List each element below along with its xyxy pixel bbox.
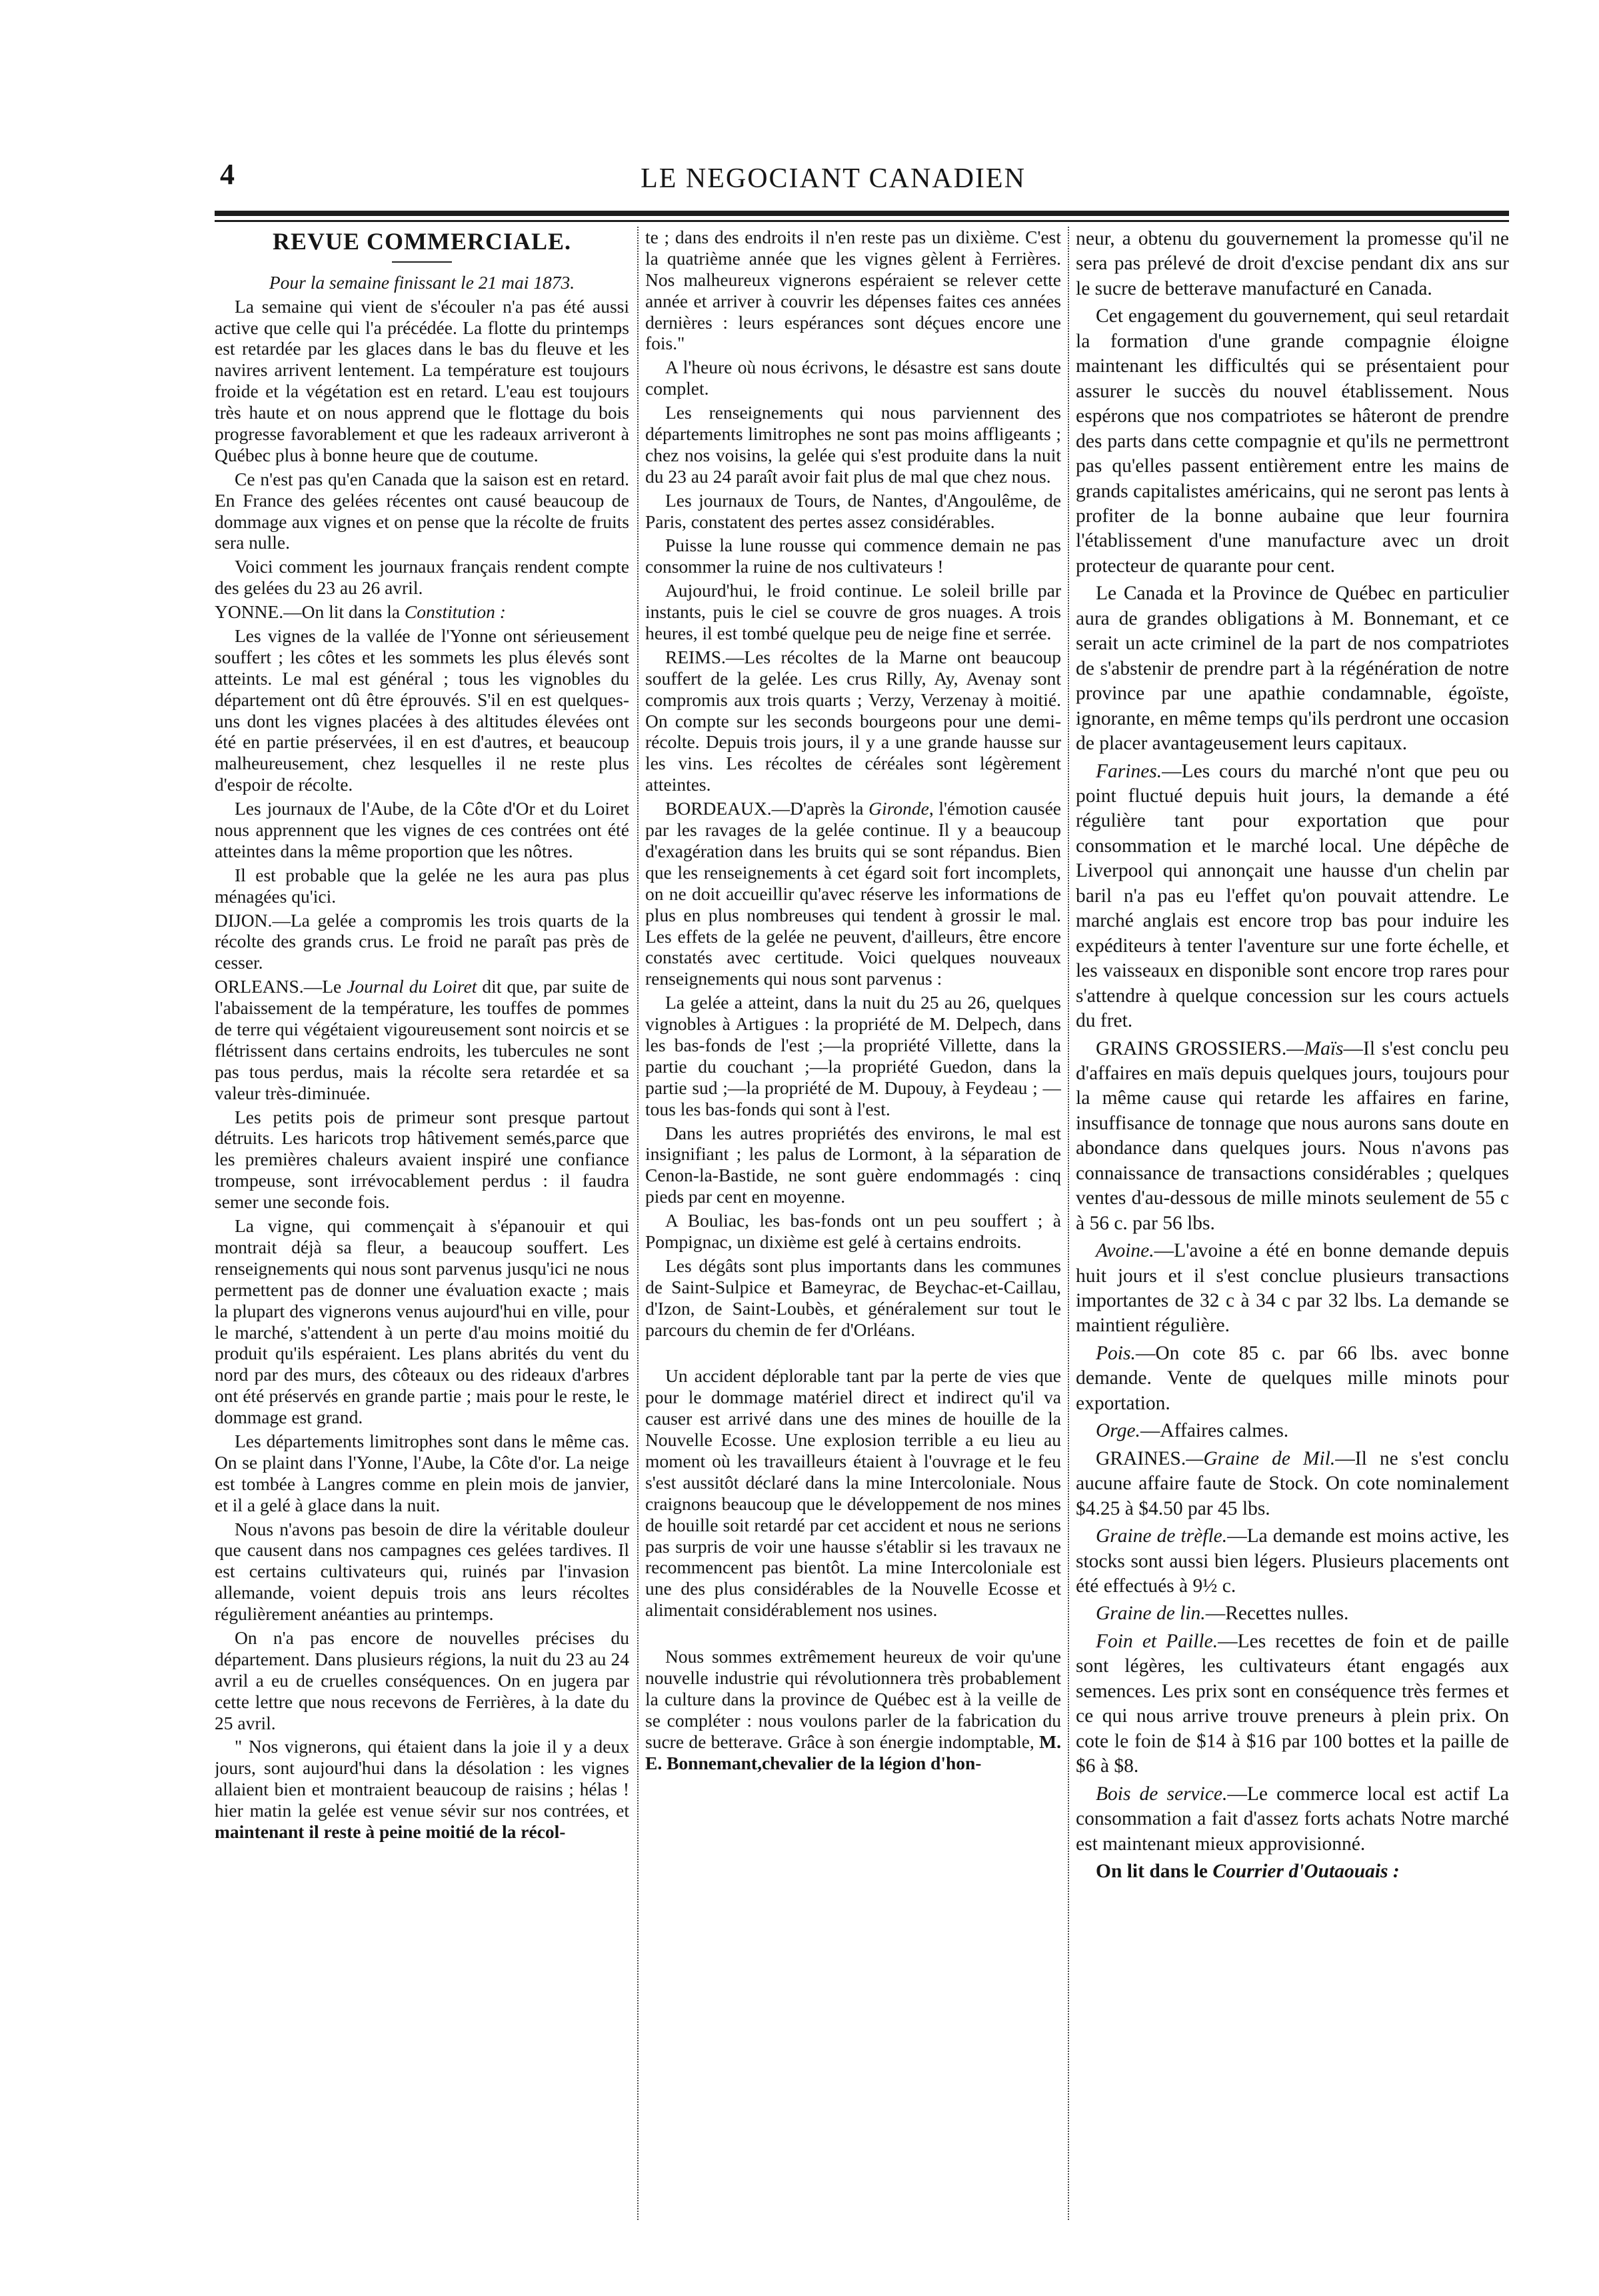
- market-label: Avoine.: [1096, 1240, 1154, 1262]
- paragraph: Les journaux de l'Aube, de la Côte d'Or et du Loiret nous apprennent que les vignes de ces contrées ont été atteintes dans la même proportion que les nôtres.: [215, 798, 629, 861]
- paragraph-text: M. E. Bonnemant,chevalier de la légion d'hon-: [645, 1731, 1061, 1773]
- column-2: [645, 227, 1061, 2220]
- paragraph-text: —Le commerce local est actif La consommation a fait d'assez forts achats Notre marché est maintenant mieux approvisionné.: [1076, 1783, 1509, 1855]
- paragraph: [1076, 759, 1509, 1034]
- dateline-label: REIMS.: [665, 646, 726, 667]
- dateline: Pour la semaine finissant le 21 mai 1873.: [269, 271, 575, 293]
- paragraph: [1076, 1239, 1509, 1339]
- masthead: LE NEGOCIANT CANADIEN: [641, 163, 1026, 194]
- paragraph: [1076, 1524, 1509, 1599]
- paragraph-text: maintenant il reste à peine moitié de la récol-: [215, 1821, 566, 1842]
- paragraph: [1076, 1601, 1509, 1626]
- dateline-label: YONNE.: [215, 601, 284, 623]
- market-label: Pois.: [1096, 1342, 1136, 1364]
- paragraph: Dans les autres propriétés des environs, le mal est insignifiant ; les palus de Lormont, à la séparation de Cenon-la-Bastide, ne sont guère endommagés : cinq pieds par cent en moyenne.: [645, 1122, 1061, 1207]
- paragraph: Nous n'avons pas besoin de dire la véritable douleur que causent dans nos campagnes ces gelées tardives. Il est certains cultivateurs qui, ruinés par l'invasion allemande, voient depuis trois ans leurs récoltes régulièrement anéanties au printemps.: [215, 1518, 629, 1625]
- paragraph: Un accident déplorable tant par la perte de vies que pour le dommage matériel direct et indirect qu'il va causer est arrivé dans une des mines de houille de la Nouvelle Ecosse. Une explosion terrible a eu lieu au moment où les travailleurs étaient à l'ouvrage et le feu s'est aussitôt déclaré dans la mine Intercoloniale. Nous craignons beaucoup que le développement de nos mines de houille soit retardé par cet accident et nous ne serions pas surpris de voir une hausse s'établir si les travaux ne recommencent pas bientôt. La mine Intercoloniale est une des plus considérables de la Nouvelle Ecosse et alimentait considérablement nos usines.: [645, 1365, 1061, 1621]
- market-sublabel: —Graine de Mil.: [1186, 1447, 1336, 1469]
- paragraph-text: —Les recettes de foin et de paille sont légères, les cultivateurs étant engagés aux semences. Les prix sont en conséquence très fermes et ce qui nous arrive trouve preneurs à plein prix. On cote le foin de $14 à $16 par 100 bottes et la paille de $6 à $8.: [1076, 1630, 1509, 1777]
- market-label: Graine de lin.: [1096, 1603, 1206, 1625]
- paragraph-text: —Les cours du marché n'ont que peu ou point fluctué depuis huit jours, la demande a été régulière tant pour exportation que pour consommation et le marché local. Une dépêche de Liverpool qui annonçait une hausse d'un chelin par baril n'a pas eu l'effet qu'on pouvait attendre. Le marché anglais est encore trop bas pour induire les expéditeurs à tenter l'aventure sur une forte échelle, et les vaisseaux en disponible sont encore trop rares pour s'attendre à quelque concession sur les cours actuels du fret.: [1076, 760, 1509, 1032]
- source-title: Courrier d'Outaouais :: [1212, 1861, 1400, 1882]
- paragraph: [215, 910, 629, 974]
- paragraph-text: —L'avoine a été en bonne demande depuis huit jours et il s'est conclue plusieurs transactions importantes de 32 c à 34 c par 32 lbs. La demande se maintient régulière.: [1076, 1240, 1509, 1337]
- paragraph: te ; dans des endroits il n'en reste pas un dixième. C'est la quatrième année que les vignes gèlent à Ferrières. Nos malheureux vignerons espéraient se relever cette année et arriver à couvrir les dépenses faites ces années dernières : leurs espérances sont déçues encore une fois.": [645, 227, 1061, 354]
- paragraph: Les vignes de la vallée de l'Yonne ont sérieusement souffert ; les côtes et les sommets les plus élevés sont atteints. Le mal est général ; tous les vignobles du département ont dû être éprouvés. S'il en est quelques-uns dont les vignes placées à des altitudes élevées ont été en partie préservées, il en est d'autres, et beaucoup malheureusement, chez lesquelles il ne reste plus d'espoir de récolte.: [215, 625, 629, 795]
- paragraph: [1076, 1447, 1509, 1521]
- column-3: [1076, 227, 1509, 2220]
- paragraph: Cet engagement du gouvernement, qui seul retardait la formation d'une grande compagnie éloigne maintenant les difficultés qui se présentaient pour assurer le succès du nouvel établissement. Nous espérons que nos compatriotes se hâteront de prendre des parts dans cette compagnie et qu'ils ne permettront pas qu'elles passent entièrement entre les mains de grands capitalistes américains, qui ne seront pas lents à profiter de la bonne aubaine que leur fournira l'établissement d'une manufacture avec un droit protecteur de quarante pour cent.: [1076, 305, 1509, 577]
- paragraph-text: —Les récoltes de la Marne ont beaucoup souffert de la gelée. Les crus Rilly, Ay, Avenay sont compromis aux trois quarts ; Verzy, Verzenay à moitié. On compte sur les seconds bourgeons pour une demi-récolte. Depuis trois jours, il y a une grande hausse sur les vins. Les récoltes de céréales sont légèrement atteintes.: [645, 646, 1061, 795]
- paragraph: [1076, 1629, 1509, 1779]
- paragraph: [1076, 1037, 1509, 1237]
- paragraph: On n'a pas encore de nouvelles précises du département. Dans plusieurs régions, la nuit du 23 au 24 avril a eu de cruelles conséquences. On en jugera par cette lettre que nous recevons de Ferrières, à la date du 25 avril.: [215, 1627, 629, 1733]
- market-label: GRAINS GROSSIERS.: [1096, 1037, 1287, 1059]
- paragraph: Les renseignements qui nous parviennent des départements limitrophes ne sont pas moins affligeants ; chez nos voisins, la gelée qui s'est produite dans la nuit du 23 au 24 paraît avoir fait plus de mal que chez nous.: [645, 402, 1061, 487]
- paragraph-text: —La gelée a compromis les trois quarts de la récolte des grands crus. Le froid ne paraît pas près de cesser.: [215, 909, 629, 973]
- dateline-label: DIJON.: [215, 909, 273, 931]
- column-divider: [1068, 227, 1069, 2220]
- paragraph: [215, 1736, 629, 1842]
- paragraph-text: " Nos vignerons, qui étaient dans la joie il y a deux jours, sont aujourd'hui dans la désolation : les vignes allaient bien et montraient beaucoup de raisins ; hélas ! hier matin la gelée est venue sévir sur nos contrées, et: [215, 1736, 629, 1821]
- paragraph-text: dit que, par suite de l'abaissement de la température, les touffes de pommes de terre qui végétaient vigoureusement sont noircis et se flétrissent dans certains endroits, les tubercules ne sont pas tous perdus, mais la récolte sera retardée et sa valeur très-diminuée.: [215, 976, 629, 1103]
- paragraph: Les dégâts sont plus importants dans les communes de Saint-Sulpice et Bameyrac, de Beychac-et-Caillau, d'Izon, de Saint-Loubès, et généralement sur tout le parcours du chemin de fer d'Orléans.: [645, 1255, 1061, 1340]
- paragraph-text: —Le: [303, 976, 347, 997]
- paragraph: [215, 976, 629, 1103]
- paragraph: [1076, 1782, 1509, 1857]
- paragraph-text: —Il s'est conclu peu d'affaires en maïs depuis quelques jours, toujours pour la même cause qui retarde les affaires en farine, insuffisance de tonnage que nous aurons sans doute en abondance dans quelques jours. Nous n'avons pas connaissance de transactions considérables ; quelques ventes d'au-dessous de mille minots seulement de 55 c à 56 c. par 56 lbs.: [1076, 1037, 1509, 1234]
- paragraph-text: —Affaires calmes.: [1140, 1420, 1289, 1442]
- paragraph: Le Canada et la Province de Québec en particulier aura de grandes obligations à M. Bonnemant, et ce serait un acte criminel de la part de nos compatriotes de s'abstenir de prendre part à la régénération de notre province par une apathie condamnable, égoïste, ignorante, en même temps qu'ils perdront une occasion de placer avantageusement leurs capitaux.: [1076, 583, 1509, 755]
- paragraph: La vigne, qui commençait à s'épanouir et qui montrait déjà sa fleur, a beaucoup souffert. Les renseignements qui nous sont parvenus jusqu'ici ne nous permettent pas de donner une évaluation exacte ; mais la plupart des vignerons venus aujourd'hui en ville, pour le marché, s'attendent à un perte d'au moins moitié du produit qu'ils espéraient. Les plans abrités du vent du nord par des murs, des côteaux ou des rideaux d'arbres ont été préservés en grande partie ; mais pour le reste, le dommage est grand.: [215, 1215, 629, 1428]
- dateline-label: ORLEANS.: [215, 976, 304, 997]
- market-label: GRAINES.: [1096, 1447, 1186, 1469]
- paragraph: Les petits pois de primeur sont presque partout détruits. Les haricots trop hâtivement semés,parce que les premières chaleurs avaient inspiré une confiance trompeuse, sont irrévocablement perdus : il faudra semer une seconde fois.: [215, 1106, 629, 1213]
- paragraph-text: —Il ne s'est conclu aucune affaire faute de Stock. On cote nominalement $4.25 à $4.50 par 45 lbs.: [1076, 1447, 1509, 1519]
- paragraph: [1076, 1419, 1509, 1443]
- paragraph: neur, a obtenu du gouvernement la promesse qu'il ne sera pas prélevé de droit d'excise pendant dix ans sur le sucre de betterave manufacturé en Canada.: [1076, 228, 1509, 299]
- page-number: 4: [220, 158, 235, 191]
- paragraph: [645, 647, 1061, 795]
- paragraph: [645, 798, 1061, 989]
- paragraph: A l'heure où nous écrivons, le désastre est sans doute complet.: [645, 357, 1061, 399]
- paragraph: Ce n'est pas qu'en Canada que la saison est en retard. En France des gelées récentes ont causé beaucoup de dommage aux vignes et on pense que la récolte de fruits sera nulle.: [215, 468, 629, 553]
- paragraph: [1076, 1341, 1509, 1416]
- paragraph: [645, 1646, 1061, 1773]
- header-rule-thin: [215, 220, 1509, 222]
- paragraph: La semaine qui vient de s'écouler n'a pas été aussi active que celle qui l'a précédée. La flotte du printemps est retardée par les glaces dans le bas du fleuve et les navires arrivent lentement. La température est toujours froide et la végétation est en retard. L'eau est toujours très haute et on nous apprend que le flottage du bois progresse favorablement et que les radeaux arriveront à Québec plus à bonne heure que de coutume.: [215, 295, 629, 465]
- paragraph-text: —On lit dans la: [283, 601, 405, 623]
- column-divider: [637, 227, 639, 2220]
- section-heading: REVUE COMMERCIALE.: [272, 228, 571, 255]
- paragraph: Puisse la lune rousse qui commence demain ne pas consommer la ruine de nos cultivateurs !: [645, 535, 1061, 577]
- source-title: Journal du Loiret: [347, 976, 477, 997]
- paragraph-text: —D'après la: [771, 798, 869, 819]
- paragraph: La gelée a atteint, dans la nuit du 25 au 26, quelques vignobles à Artigues : la propriété de M. Delpech, dans les bas-fonds de l'est ;—la propriété Villette, dans la partie du couchant ;—la propriété Guedon, dans la partie sud ;—la propriété de M. Dupouy, à Feydeau ; —tous les bas-fonds qui sont à l'est.: [645, 992, 1061, 1119]
- paragraph-text: —Recettes nulles.: [1205, 1603, 1349, 1625]
- paragraph: Les journaux de Tours, de Nantes, d'Angoulême, de Paris, constatent des pertes assez considérables.: [645, 489, 1061, 532]
- heading-rule: [392, 261, 452, 263]
- source-title: Constitution :: [404, 601, 506, 623]
- paragraph-text: —La demande est moins active, les stocks sont aussi bien légers. Plusieurs placements ont été effectués à 9½ c.: [1076, 1525, 1509, 1597]
- market-sublabel: —Maïs: [1286, 1037, 1344, 1059]
- paragraph-text: Nous sommes extrêmement heureux de voir qu'une nouvelle industrie qui révolutionnera très probablement la culture dans la province de Québec est à la veille de se compléter : nous voulons parler de la fabrication du sucre de betterave. Grâce à son énergie indomptable,: [645, 1646, 1061, 1752]
- market-label: Bois de service.: [1096, 1783, 1228, 1805]
- paragraph-text: On lit dans le: [1096, 1861, 1213, 1882]
- paragraph-text: —On cote 85 c. par 66 lbs. avec bonne demande. Vente de quelques mille minots pour exportation.: [1076, 1342, 1509, 1414]
- paragraph: Voici comment les journaux français rendent compte des gelées du 23 au 26 avril.: [215, 556, 629, 599]
- column-1: [215, 227, 629, 2220]
- paragraph: Les départements limitrophes sont dans le même cas. On se plaint dans l'Yonne, l'Aube, la Côte d'or. La neige est tombée à Langres comme en plein mois de janvier, et il a gelé à glace dans la nuit.: [215, 1430, 629, 1515]
- paragraph: [1076, 1859, 1509, 1884]
- paragraph: Il est probable que la gelée ne les aura pas plus ménagées qu'ici.: [215, 864, 629, 907]
- paragraph-text: , l'émotion causée par les ravages de la gelée continue. Il y a beaucoup d'exagération dans les bruits qui se sont répandus. Bien que les renseignements à cet égard soit fort incomplets, on ne doit accueillir qu'avec réserve les informations de plus en plus nombreuses qui tendent à grossir le mal. Les effets de la gelée ne peuvent, d'ailleurs, être encore constatés avec certitude. Voici quelques nouveaux renseignements qui nous sont parvenus :: [645, 798, 1061, 989]
- source-title: Gironde: [868, 798, 929, 819]
- paragraph: Aujourd'hui, le froid continue. Le soleil brille par instants, puis le ciel se couvre de gros nuages. A trois heures, il est tombé quelque peu de neige fine et serrée.: [645, 580, 1061, 644]
- paragraph: A Bouliac, les bas-fonds ont un peu souffert ; à Pompignac, un dixième est gelé à certains endroits.: [645, 1210, 1061, 1252]
- market-label: Foin et Paille.: [1096, 1630, 1218, 1652]
- paragraph: [215, 601, 629, 623]
- market-label: Orge.: [1096, 1420, 1140, 1442]
- market-label: Graine de trèfle.: [1096, 1525, 1228, 1547]
- market-label: Farines.: [1096, 760, 1162, 782]
- dateline-label: BORDEAUX.: [665, 798, 772, 819]
- header-rule-thick: [215, 211, 1509, 216]
